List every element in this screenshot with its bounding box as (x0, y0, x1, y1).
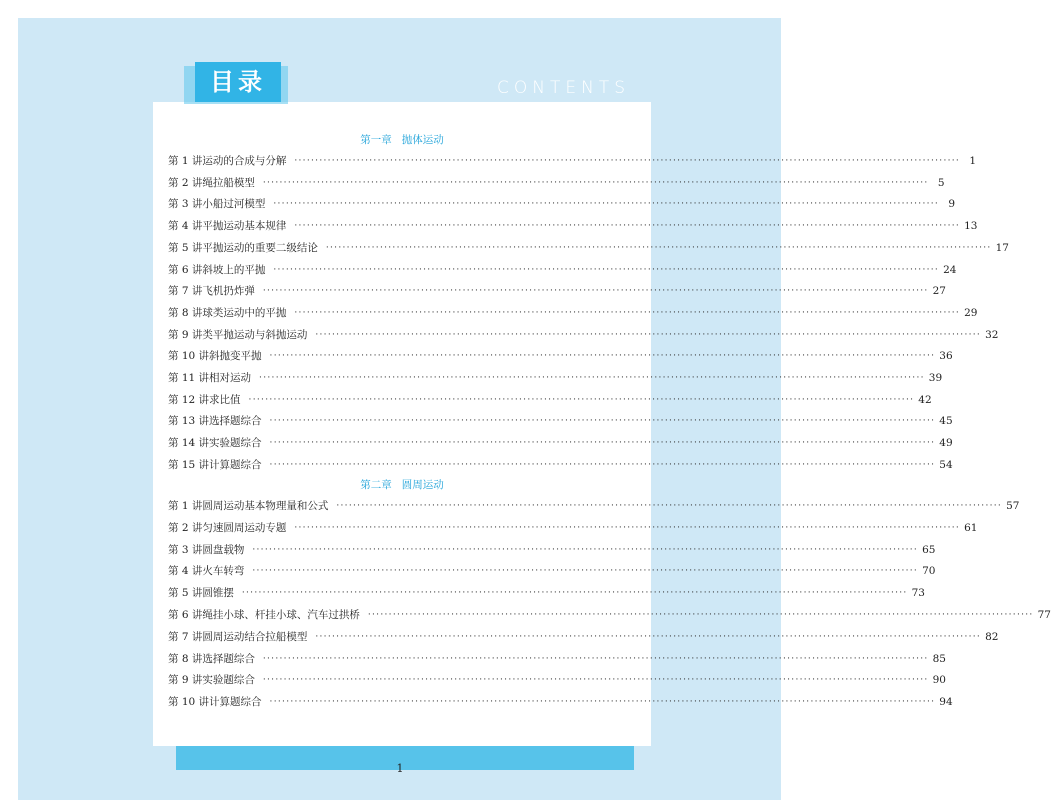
page-ref: 61 (964, 521, 978, 534)
lecture-number: 第 1 讲 (168, 155, 203, 167)
page-title: 目录 (195, 62, 281, 102)
lecture-title: 小船过河模型 (202, 198, 266, 211)
page-ref: 29 (964, 306, 978, 319)
toc-entry[interactable] (168, 520, 978, 536)
page-ref: 5 (937, 176, 945, 189)
lecture-number: 第 14 讲 (168, 437, 210, 450)
toc-entry[interactable] (168, 218, 978, 234)
contents-subtitle: CONTENTS (497, 78, 630, 98)
dot-leader: ································································································································································ (269, 459, 936, 470)
toc-entry[interactable] (168, 262, 957, 278)
lecture-title: 计算题综合 (209, 696, 262, 709)
dot-leader: ································································································································································ (315, 631, 982, 642)
lecture-number: 第 10 讲 (168, 350, 210, 363)
lecture-title: 火车转弯 (202, 565, 245, 578)
lecture-number: 第 8 讲 (168, 306, 203, 319)
dot-leader: ································································································································································ (269, 351, 936, 362)
page-ref: 9 (948, 198, 956, 211)
toc-entry[interactable] (168, 327, 999, 343)
lecture-title: 绳挂小球、杆挂小球、汽车过拱桥 (202, 609, 360, 621)
page-ref: 85 (932, 652, 946, 665)
lecture-number: 第 6 讲 (168, 609, 203, 621)
toc-entry[interactable] (168, 694, 953, 710)
toc-entry[interactable] (168, 196, 956, 212)
toc-entry[interactable] (168, 585, 925, 601)
lecture-title: 飞机扔炸弹 (202, 285, 255, 298)
toc-entry[interactable] (168, 563, 936, 579)
toc-entry[interactable] (168, 305, 978, 321)
dot-leader: ································································································································································ (294, 221, 961, 232)
lecture-number: 第 5 讲 (168, 241, 203, 254)
dot-leader: ································································································································································ (367, 610, 1034, 620)
chapter-heading (153, 132, 651, 147)
lecture-title: 平抛运动的重要二级结论 (202, 241, 318, 254)
page-ref: 39 (928, 372, 943, 384)
dot-leader: ································································································································································ (294, 522, 961, 533)
dot-leader: ································································································································································ (294, 307, 961, 318)
page-ref: 77 (1037, 609, 1051, 621)
toc-entry[interactable] (168, 498, 1020, 514)
lecture-number: 第 3 讲 (168, 543, 203, 556)
lecture-title: 圆锥摆 (202, 587, 234, 600)
toc-entry[interactable] (168, 435, 953, 451)
lecture-number: 第 10 讲 (168, 696, 210, 709)
toc-entry[interactable] (168, 370, 943, 386)
chapter-title: 圆周运动 (401, 479, 444, 491)
lecture-title: 球类运动中的平抛 (202, 306, 287, 319)
page-ref: 65 (922, 543, 936, 556)
dot-leader: ································································································································································ (325, 242, 992, 253)
lecture-title: 圆盘载物 (202, 543, 245, 556)
page-ref: 82 (985, 630, 999, 643)
lecture-title: 圆周运动结合拉船模型 (202, 630, 308, 643)
lecture-number: 第 7 讲 (168, 285, 203, 298)
page-ref: 32 (985, 328, 999, 341)
dot-leader: ································································································································································ (336, 501, 1003, 511)
lecture-title: 相对运动 (209, 372, 252, 384)
dot-leader: ································································································································································ (262, 286, 929, 297)
dot-leader: ································································································································································ (248, 394, 915, 405)
chapter-number: 第一章 (360, 134, 392, 146)
lecture-number: 第 3 讲 (168, 198, 203, 211)
toc-entry[interactable] (168, 457, 953, 473)
dot-leader: ································································································································································ (262, 177, 929, 188)
lecture-title: 实验题综合 (209, 437, 262, 450)
lecture-title: 匀速圆周运动专题 (202, 521, 287, 534)
page-ref: 73 (911, 587, 925, 600)
lecture-title: 平抛运动基本规律 (202, 220, 287, 233)
page-number: 1 (396, 762, 404, 775)
dot-leader: ································································································································································ (252, 544, 919, 555)
page-ref: 1 (969, 155, 977, 167)
page-ref: 17 (995, 241, 1009, 254)
lecture-number: 第 2 讲 (168, 176, 203, 189)
dot-leader: ································································································································································ (269, 438, 936, 449)
toc-entry[interactable] (168, 283, 946, 299)
lecture-title: 求比值 (209, 393, 241, 406)
page-ref: 27 (932, 285, 946, 298)
lecture-number: 第 4 讲 (168, 220, 203, 233)
chapter-title: 抛体运动 (401, 134, 444, 146)
page-ref: 57 (1006, 500, 1020, 512)
lecture-title: 计算题综合 (209, 458, 262, 471)
chapter-number: 第二章 (360, 479, 392, 491)
page-ref: 24 (943, 263, 957, 276)
lecture-number: 第 11 讲 (168, 372, 210, 384)
page-ref: 13 (964, 220, 978, 233)
toc-entry[interactable] (168, 240, 1009, 256)
dot-leader: ································································································································································ (241, 588, 908, 599)
lecture-title: 选择题综合 (202, 652, 255, 665)
lecture-title: 斜坡上的平抛 (202, 263, 266, 276)
dot-leader: ································································································································································ (259, 373, 925, 383)
lecture-number: 第 4 讲 (168, 565, 203, 578)
toc-entry[interactable] (168, 651, 946, 667)
page-ref: 36 (939, 350, 953, 363)
lecture-number: 第 1 讲 (168, 500, 203, 512)
lecture-title: 斜抛变平抛 (209, 350, 262, 363)
lecture-title: 实验题综合 (202, 674, 255, 687)
page-ref: 70 (922, 565, 936, 578)
toc-entry[interactable] (168, 348, 953, 364)
dot-leader: ································································································································································ (262, 675, 929, 686)
dot-leader: ································································································································································ (315, 329, 982, 340)
lecture-title: 运动的合成与分解 (202, 155, 287, 167)
dot-leader: ································································································································································ (252, 566, 919, 577)
chapter-heading (153, 477, 651, 492)
dot-leader: ································································································································································ (262, 653, 929, 664)
page-ref: 90 (932, 674, 946, 687)
lecture-number: 第 6 讲 (168, 263, 203, 276)
lecture-number: 第 9 讲 (168, 674, 203, 687)
lecture-number: 第 15 讲 (168, 458, 210, 471)
page-ref: 42 (918, 393, 932, 406)
toc-entry[interactable] (168, 153, 977, 169)
lecture-number: 第 7 讲 (168, 630, 203, 643)
lecture-title: 选择题综合 (209, 415, 262, 428)
page-ref: 54 (939, 458, 953, 471)
lecture-title: 圆周运动基本物理量和公式 (202, 500, 329, 512)
lecture-number: 第 8 讲 (168, 652, 203, 665)
dot-leader: ································································································································································ (269, 416, 936, 427)
toc-entry[interactable] (168, 392, 932, 408)
lecture-number: 第 2 讲 (168, 521, 203, 534)
toc-entry[interactable] (168, 629, 999, 645)
toc-entry[interactable] (168, 175, 945, 191)
dot-leader: ································································································································································ (273, 264, 940, 275)
toc-entry[interactable] (168, 413, 953, 429)
toc-entry[interactable] (168, 542, 936, 558)
dot-leader: ································································································································································ (269, 697, 936, 708)
lecture-number: 第 5 讲 (168, 587, 203, 600)
lecture-title: 绳拉船模型 (202, 176, 255, 189)
toc-entry[interactable] (168, 607, 1051, 623)
lecture-title: 类平抛运动与斜抛运动 (202, 328, 308, 341)
lecture-number: 第 9 讲 (168, 328, 203, 341)
page-ref: 45 (939, 415, 953, 428)
page-ref: 49 (939, 437, 953, 450)
lecture-number: 第 13 讲 (168, 415, 210, 428)
toc-entry[interactable] (168, 672, 946, 688)
lecture-number: 第 12 讲 (168, 393, 210, 406)
page-ref: 94 (939, 696, 953, 709)
dot-leader: ································································································································································ (273, 199, 940, 210)
dot-leader: ································································································································································ (294, 156, 961, 166)
